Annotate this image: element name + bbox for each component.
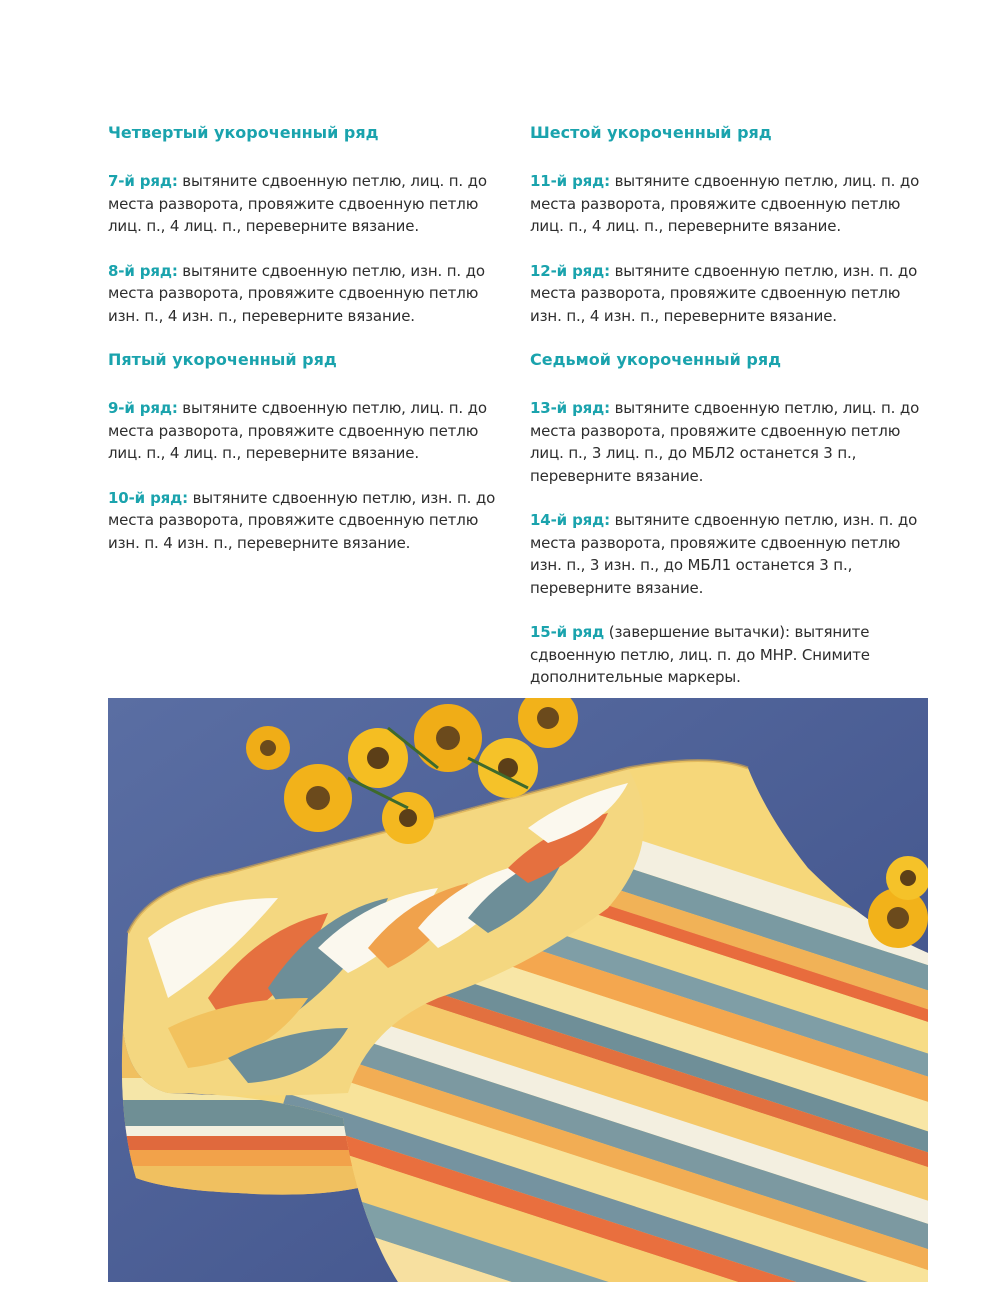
row-label: 8-й ряд: — [108, 261, 178, 280]
row-label: 14-й ряд: — [530, 511, 610, 529]
section-heading: Четвертый укороченный ряд — [108, 123, 379, 142]
instruction-paragraph — [530, 170, 930, 238]
instruction-text: вытяните сдвоенную петлю, лиц. п. до места разворота, провяжите сдвоенную петлю лиц. п., 3 лиц. п., до МБЛ2 останется 3 п., переверните вязание. — [530, 399, 920, 485]
row-label: 7-й ряд: — [108, 172, 178, 190]
section-heading: Седьмой укороченный ряд — [530, 350, 782, 369]
instruction-paragraph — [530, 621, 930, 689]
knitted-sweater-photo — [108, 698, 928, 1282]
instruction-text: вытяните сдвоенную петлю, изн. п. до места разворота, провяжите сдвоенную петлю изн. п., 3 изн. п., до МБЛ1 останется 3 п., переверните вязание. — [530, 511, 918, 597]
instruction-paragraph — [108, 487, 508, 555]
instruction-paragraph — [108, 397, 508, 465]
instruction-text: вытяните сдвоенную петлю, лиц. п. до места разворота, провяжите сдвоенную петлю лиц. п., 4 лиц. п., переверните вязание. — [108, 399, 487, 462]
instruction-paragraph — [530, 397, 930, 487]
row-label: 9-й ряд: — [108, 399, 178, 417]
instruction-paragraph — [530, 260, 930, 328]
instruction-text: (завершение вытачки): вытяните сдвоенную петлю, лиц. п. до МНР. Снимите дополнительные маркеры. — [530, 623, 870, 686]
right-column — [530, 122, 930, 711]
instruction-text: вытяните сдвоенную петлю, изн. п. до места разворота, провяжите сдвоенную петлю изн. п. 4 изн. п., переверните вязание. — [108, 488, 496, 552]
instruction-paragraph — [530, 509, 930, 599]
row-label: 13-й ряд: — [530, 399, 610, 417]
row-label: 15-й ряд — [530, 623, 605, 641]
section-heading: Пятый укороченный ряд — [108, 350, 337, 369]
instruction-paragraph — [108, 260, 508, 328]
instruction-text: вытяните сдвоенную петлю, изн. п. до места разворота, провяжите сдвоенную петлю изн. п., 4 изн. п., переверните вязание. — [530, 261, 918, 325]
left-column — [108, 122, 508, 576]
row-label: 10-й ряд: — [108, 488, 188, 507]
instruction-text: вытяните сдвоенную петлю, лиц. п. до места разворота, провяжите сдвоенную петлю лиц. п., 4 лиц. п., переверните вязание. — [530, 172, 920, 235]
instruction-text: вытяните сдвоенную петлю, изн. п. до места разворота, провяжите сдвоенную петлю изн. п., 4 изн. п., переверните вязание. — [108, 261, 485, 325]
instruction-text: вытяните сдвоенную петлю, лиц. п. до места разворота, провяжите сдвоенную петлю лиц. п., 4 лиц. п., переверните вязание. — [108, 172, 487, 235]
instruction-paragraph — [108, 170, 508, 238]
section-heading: Шестой укороченный ряд — [530, 123, 772, 142]
row-label: 11-й ряд: — [530, 172, 610, 190]
row-label: 12-й ряд: — [530, 261, 610, 280]
